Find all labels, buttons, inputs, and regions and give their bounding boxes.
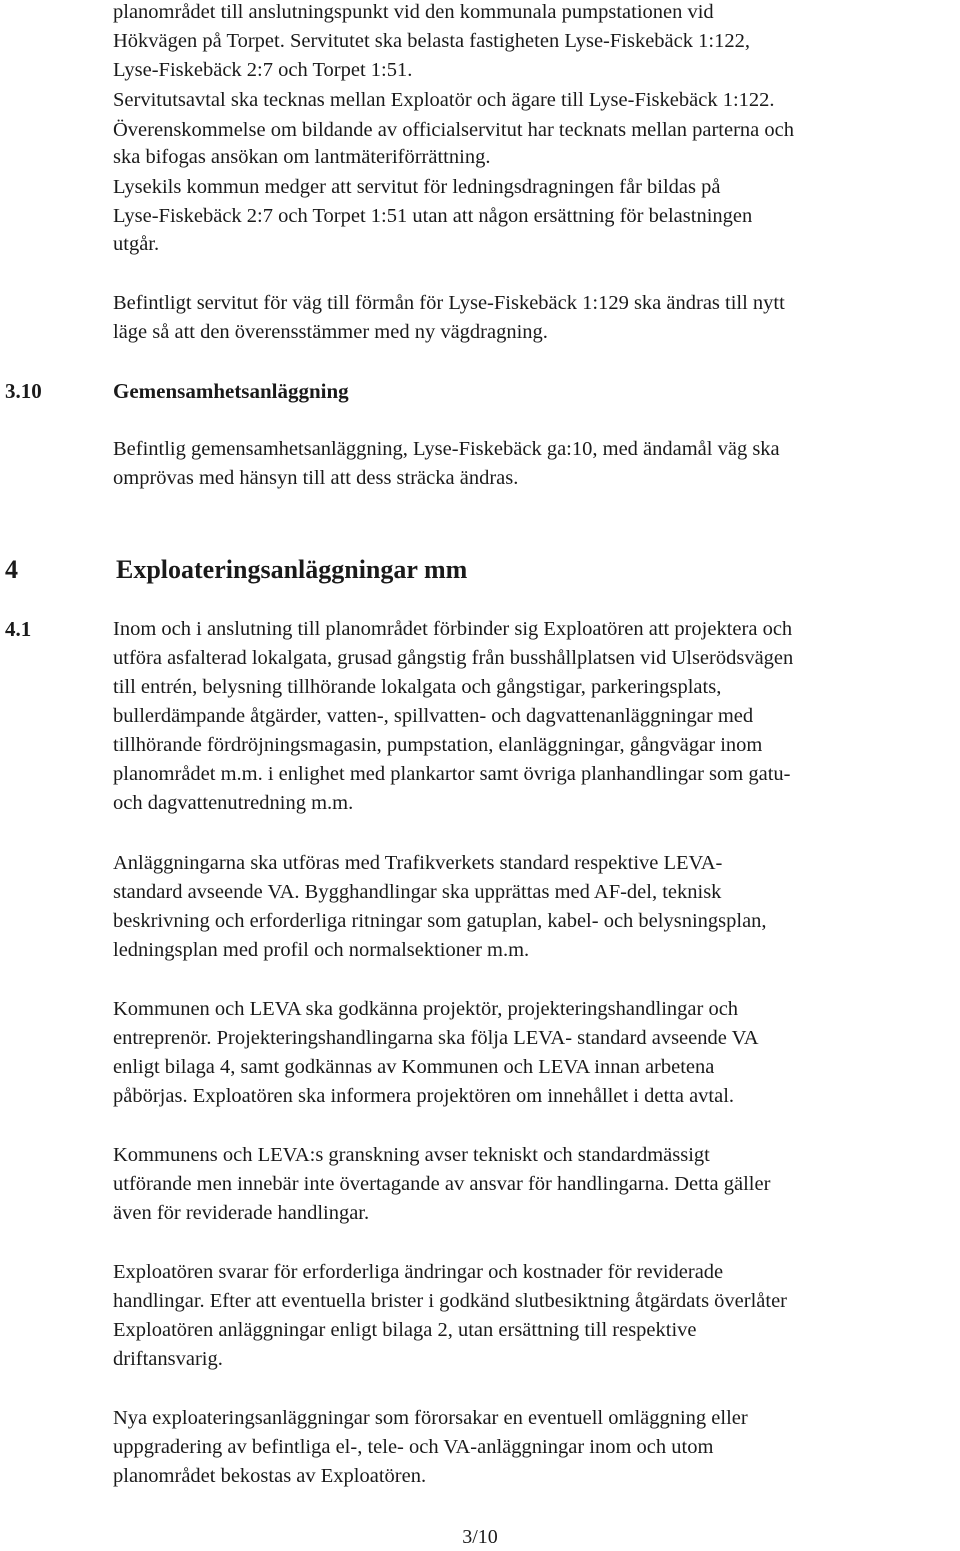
text-line: Nya exploateringsanläggningar som förorsakar en eventuell omläggning eller — [113, 1407, 748, 1429]
text-line: bullerdämpande åtgärder, vatten-, spillvatten- och dagvattenanläggningar med — [113, 705, 754, 727]
text-line: planområdet m.m. i enlighet med plankartor samt övriga planhandlingar som gatu- — [113, 763, 791, 785]
text-line: utföra asfalterad lokalgata, grusad gångstig från busshållplatsen vid Ulserödsvägen — [113, 647, 794, 669]
text-line: Befintligt servitut för väg till förmån för Lyse-Fiskebäck 1:129 ska ändras till nytt — [113, 292, 785, 314]
text-line: driftansvarig. — [113, 1348, 223, 1370]
text-line: även för reviderade handlingar. — [113, 1202, 370, 1224]
text-line: Hökvägen på Torpet. Servitutet ska belasta fastigheten Lyse-Fiskebäck 1:122, — [113, 30, 750, 52]
text-line: och dagvattenutredning m.m. — [113, 792, 354, 814]
text-line: planområdet bekostas av Exploatören. — [113, 1465, 427, 1487]
text-line: ledningsplan med profil och normalsektioner m.m. — [113, 939, 530, 961]
text-line: Lyse-Fiskebäck 2:7 och Torpet 1:51. — [113, 59, 413, 81]
section-heading: Gemensamhetsanläggning — [113, 379, 349, 403]
text-line: Lyse-Fiskebäck 2:7 och Torpet 1:51 utan att någon ersättning för belastningen — [113, 205, 753, 227]
text-line: uppgradering av befintliga el-, tele- och VA-anläggningar inom och utom — [113, 1436, 714, 1458]
text-line: planområdet till anslutningspunkt vid den kommunala pumpstationen vid — [113, 1, 714, 23]
text-line: Överenskommelse om bildande av officialservitut har tecknats mellan parterna och — [113, 119, 795, 141]
text-line: Exploatören svarar för erforderliga ändringar och kostnader för reviderade — [113, 1261, 724, 1283]
text-line: handlingar. Efter att eventuella brister i godkänd slutbesiktning åtgärdats överlåter — [113, 1290, 788, 1312]
text-line: ska bifogas ansökan om lantmäteriförrättning. — [113, 146, 491, 168]
text-line: Inom och i anslutning till planområdet förbinder sig Exploatören att projektera och — [113, 618, 793, 640]
section-number: 3.10 — [5, 379, 42, 403]
page-number: 3/10 — [462, 1526, 498, 1548]
text-line: Kommunen och LEVA ska godkänna projektör, projekteringshandlingar och — [113, 998, 739, 1020]
text-line: Anläggningarna ska utföras med Trafikverkets standard respektive LEVA- — [113, 852, 723, 874]
text-line: tillhörande fördröjningsmagasin, pumpstation, elanläggningar, gångvägar inom — [113, 734, 763, 756]
text-line: omprövas med hänsyn till att dess sträcka ändras. — [113, 467, 519, 489]
text-line: utgår. — [113, 233, 160, 255]
text-line: standard avseende VA. Bygghandlingar ska upprättas med AF-del, teknisk — [113, 881, 722, 903]
text-line: utförande men innebär inte övertagande av ansvar för handlingarna. Detta gäller — [113, 1173, 771, 1195]
text-line: beskrivning och erforderliga ritningar som gatuplan, kabel- och belysningsplan, — [113, 910, 767, 932]
chapter-number: 4 — [5, 555, 18, 584]
text-line: Exploatören anläggningar enligt bilaga 2, utan ersättning till respektive — [113, 1319, 697, 1341]
text-line: entreprenör. Projekteringshandlingarna ska följa LEVA- standard avseende VA — [113, 1027, 759, 1049]
text-line: läge så att den överensstämmer med ny vägdragning. — [113, 321, 548, 343]
text-line: till entrén, belysning tillhörande lokalgata och gångstigar, parkeringsplats, — [113, 676, 722, 698]
text-line: enligt bilaga 4, samt godkännas av Kommunen och LEVA innan arbetena — [113, 1056, 715, 1078]
text-line: Befintlig gemensamhetsanläggning, Lyse-Fiskebäck ga:10, med ändamål väg ska — [113, 438, 780, 460]
text-line: Lysekils kommun medger att servitut för ledningsdragningen får bildas på — [113, 176, 721, 198]
section-number: 4.1 — [5, 617, 32, 641]
text-line: Servitutsavtal ska tecknas mellan Exploatör och ägare till Lyse-Fiskebäck 1:122. — [113, 89, 775, 111]
chapter-heading: Exploateringsanläggningar mm — [116, 555, 468, 584]
text-line: påbörjas. Exploatören ska informera projektören om innehållet i detta avtal. — [113, 1085, 735, 1107]
text-line: Kommunens och LEVA:s granskning avser tekniskt och standardmässigt — [113, 1144, 710, 1166]
